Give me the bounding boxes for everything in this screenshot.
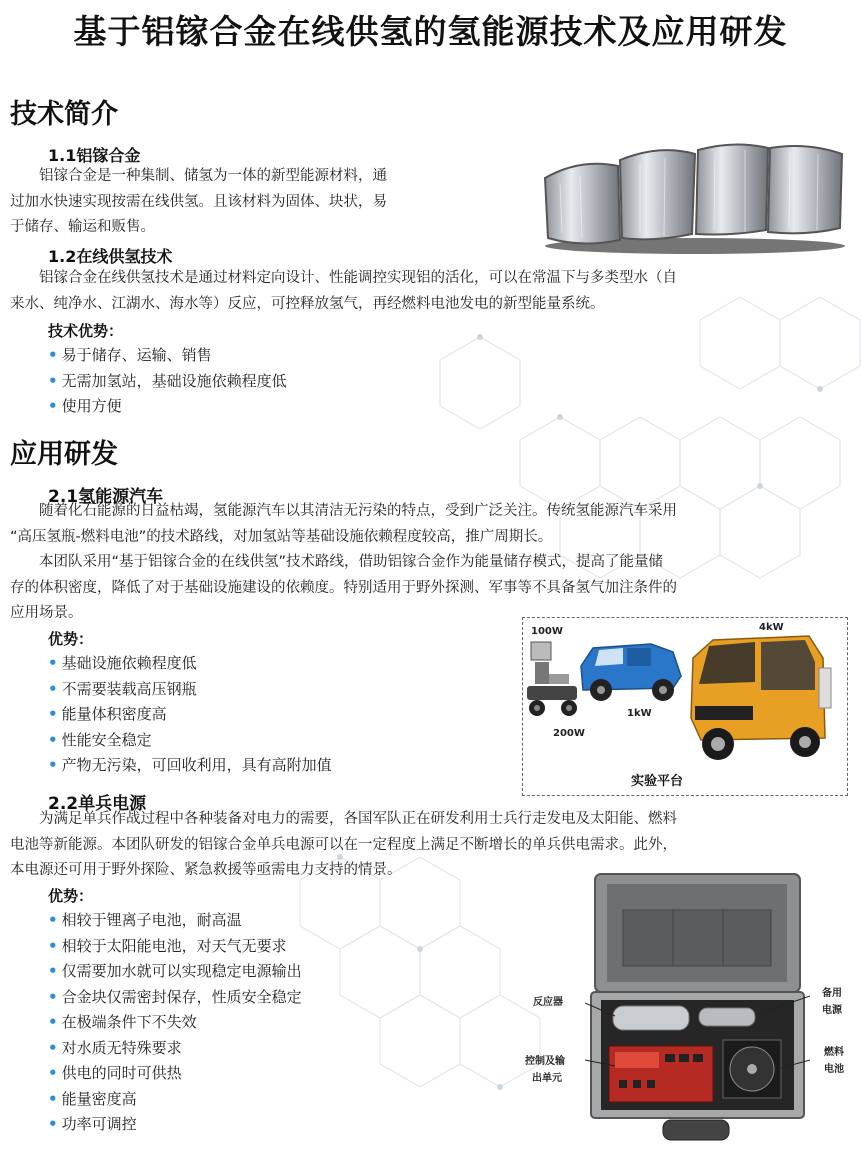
experiment-platform-figure — [522, 617, 848, 796]
list-item: • 能量密度高 — [48, 1089, 137, 1108]
label-fuel-1: 燃料 — [824, 1047, 844, 1058]
bullet-icon: • — [48, 1115, 58, 1133]
bullet-icon: • — [48, 1089, 58, 1108]
label-backup-1: 备用 — [822, 988, 842, 999]
bullet-icon: • — [48, 730, 58, 749]
vehicle-advantages-label: 优势： — [48, 630, 94, 648]
text-line: 于储存、输运和贩售。 — [10, 219, 155, 235]
power-case-image — [585, 870, 810, 1155]
label-control-2: 出单元 — [532, 1073, 562, 1084]
bullet-icon: • — [48, 397, 58, 415]
power-label-4kw: 4kW — [759, 622, 784, 633]
bullet-icon: • — [48, 987, 58, 1006]
bullet-icon: • — [48, 654, 58, 672]
list-item: • 无需加氢站，基础设施依赖程度低 — [48, 371, 287, 390]
text-line: “高压氢瓶-燃料电池”的技术路线，对加氢站等基础设施依赖程度较高，推广周期长。 — [10, 528, 553, 545]
list-item: • 合金块仅需密封保存，性质安全稳定 — [48, 987, 302, 1006]
subsection-title-alga: 1.1铝镓合金 — [48, 146, 141, 165]
bullet-icon: • — [48, 756, 58, 774]
list-item: • 功率可调控 — [48, 1115, 137, 1133]
section-heading-intro: 技术简介 — [10, 99, 118, 130]
power-label-200w: 200W — [553, 728, 585, 739]
list-item: • 在极端条件下不失效 — [48, 1013, 197, 1031]
label-fuel-2: 电池 — [824, 1064, 844, 1075]
list-item: • 相较于太阳能电池，对天气无要求 — [48, 936, 287, 955]
list-item: • 不需要装载高压钢瓶 — [48, 679, 197, 698]
bullet-icon: • — [48, 1064, 58, 1082]
power-advantages-label: 优势： — [48, 887, 94, 905]
list-item: • 仅需要加水就可以实现稳定电源输出 — [48, 962, 302, 980]
blue-car-icon — [581, 644, 681, 701]
text-line: 本电源还可用于野外探险、紧急救援等亟需电力支持的情景。 — [10, 862, 402, 878]
list-item: • 性能安全稳定 — [48, 730, 152, 749]
list-item: • 供电的同时可供热 — [48, 1064, 182, 1082]
text-line: 铝镓合金在线供氢技术是通过材料定向设计、性能调控实现铝的活化，可以在常温下与多类型水（自 — [39, 270, 677, 286]
text-line: 应用场景。 — [10, 605, 83, 621]
vehicles-illustration — [523, 618, 847, 795]
subsection-title-soldier-power: 2.2单兵电源 — [48, 794, 147, 814]
text-line: 电池等新能源。本团队研发的铝镓合金单兵电源可以在一定程度上满足不断增长的单兵供电需求。此外， — [10, 836, 677, 853]
list-item: • 使用方便 — [48, 397, 122, 415]
text-line: 来水、纯净水、江湖水、海水等）反应，可控释放氢气，再经燃料电池发电的新型能量系统。 — [10, 295, 605, 312]
list-item: • 产物无污染，可回收利用，具有高附加值 — [48, 756, 332, 774]
label-control-1: 控制及输 — [525, 1056, 565, 1067]
text-line: 过加水快速实现按需在线供氢。且该材料为固体、块状，易 — [10, 193, 387, 210]
bullet-icon: • — [48, 1013, 58, 1031]
orange-car-icon — [691, 636, 831, 760]
vehicle-advantages-list — [48, 651, 332, 779]
bullet-icon: • — [48, 962, 58, 980]
bullet-icon: • — [48, 911, 58, 929]
figure-caption: 实验平台 — [631, 774, 684, 789]
bullet-icon: • — [48, 1038, 58, 1057]
subsection-text-h2-vehicle — [10, 499, 861, 627]
list-item: • 相较于锂离子电池，耐高温 — [48, 911, 242, 929]
tech-advantages-list — [48, 343, 287, 420]
list-item: • 能量体积密度高 — [48, 705, 167, 723]
alloy-blocks-image — [540, 138, 850, 256]
subsection-title-h2-vehicle: 2.1氢能源汽车 — [48, 487, 164, 507]
section-heading-applications: 应用研发 — [10, 439, 118, 470]
bullet-icon: • — [48, 679, 58, 698]
text-line: 随着化石能源的日益枯竭，氢能源汽车以其清洁无污染的特点，受到广泛关注。传统氢能源汽车采用 — [39, 503, 677, 519]
bullet-icon: • — [48, 705, 58, 723]
small-robot-icon — [527, 642, 577, 716]
label-backup-2: 电源 — [822, 1005, 842, 1016]
tech-advantages-label: 技术优势： — [48, 322, 124, 340]
list-item: • 对水质无特殊要求 — [48, 1038, 182, 1057]
power-advantages-list — [48, 908, 302, 1138]
page-title: 基于铝镓合金在线供氢的氢能源技术及应用研发 — [73, 12, 788, 51]
power-label-1kw: 1kW — [627, 708, 652, 719]
bullet-icon: • — [48, 371, 58, 390]
power-label-100w: 100W — [531, 626, 563, 637]
subsection-text-online-h2 — [10, 266, 861, 317]
text-line: 本团队采用“基于铝镓合金的在线供氢”技术路线，借助铝镓合金作为能量储存模式，提高了能量储 — [39, 554, 664, 570]
text-line: 为满足单兵作战过程中各种装备对电力的需要，各国军队正在研发利用士兵行走发电及太阳能、燃料 — [39, 811, 677, 827]
bullet-icon: • — [48, 346, 58, 364]
text-line: 存的体积密度，降低了对于基础设施建设的依赖度。特别适用于野外探测、军事等不具备氢气加注条件的 — [10, 579, 677, 596]
subsection-title-online-h2: 1.2在线供氢技术 — [48, 247, 173, 266]
subsection-text-alga — [10, 164, 500, 241]
label-reactor: 反应器 — [533, 997, 563, 1008]
list-item: • 易于储存、运输、销售 — [48, 346, 212, 364]
list-item: • 基础设施依赖程度低 — [48, 654, 197, 672]
text-line: 铝镓合金是一种集制、储氢为一体的新型能源材料，通 — [39, 168, 387, 184]
bullet-icon: • — [48, 936, 58, 955]
